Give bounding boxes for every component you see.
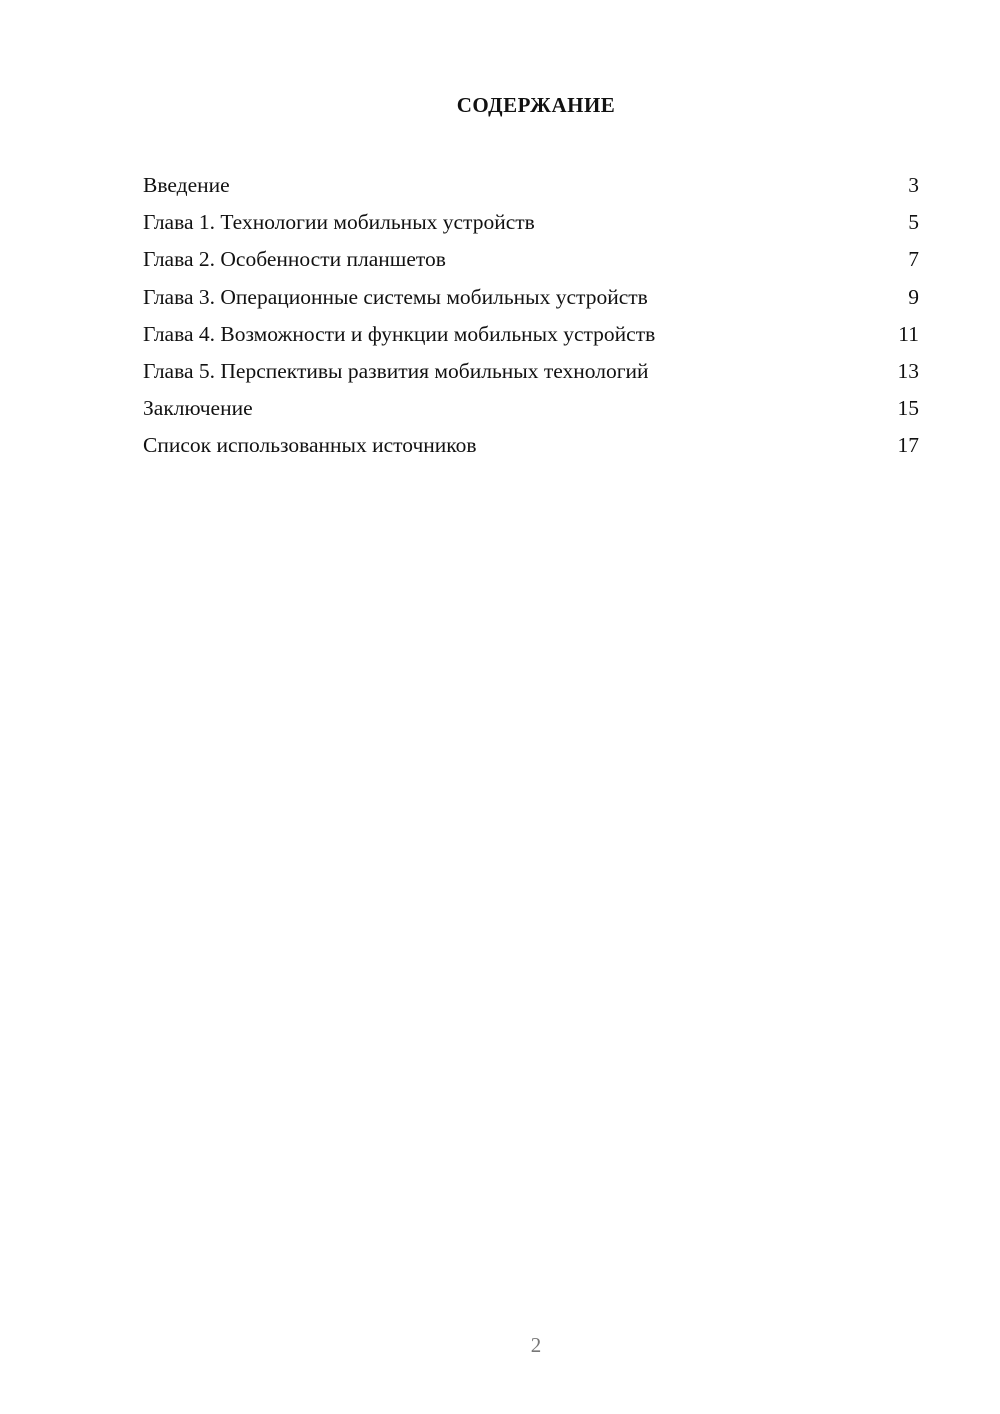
toc-entry-page: 3 <box>908 173 919 197</box>
toc-entry-page: 11 <box>898 321 919 346</box>
toc-entry-page: 17 <box>897 433 919 458</box>
table-of-contents <box>143 170 919 468</box>
page-number: 2 <box>530 1333 542 1357</box>
toc-entry-title: Глава 1. Технологии мобильных устройств <box>143 210 535 235</box>
toc-entry-page: 13 <box>897 358 919 383</box>
toc-entry-page: 5 <box>908 210 919 235</box>
toc-entry-title: Заключение <box>143 396 253 421</box>
toc-entry-chapter-3 <box>143 282 919 319</box>
toc-entry-page: 7 <box>908 247 919 272</box>
toc-entry-conclusion <box>143 393 919 430</box>
toc-entry-title: Список использованных источников <box>143 433 477 458</box>
toc-entry-title: Глава 2. Особенности планшетов <box>143 247 446 272</box>
toc-entry-chapter-4 <box>143 319 919 356</box>
toc-entry-title: Глава 3. Операционные системы мобильных устройств <box>143 284 648 309</box>
toc-entry-introduction <box>143 170 919 207</box>
toc-entry-chapter-5 <box>143 356 919 393</box>
toc-entry-references <box>143 430 919 467</box>
toc-entry-chapter-1 <box>143 207 919 244</box>
toc-entry-title: Введение <box>143 173 230 197</box>
toc-entry-title: Глава 4. Возможности и функции мобильных устройств <box>143 321 656 346</box>
toc-entry-page: 15 <box>897 396 919 421</box>
page-title: СОДЕРЖАНИЕ <box>456 93 616 117</box>
toc-entry-chapter-2 <box>143 244 919 281</box>
toc-entry-title: Глава 5. Перспективы развития мобильных технологий <box>143 358 649 383</box>
toc-entry-page: 9 <box>908 284 919 309</box>
